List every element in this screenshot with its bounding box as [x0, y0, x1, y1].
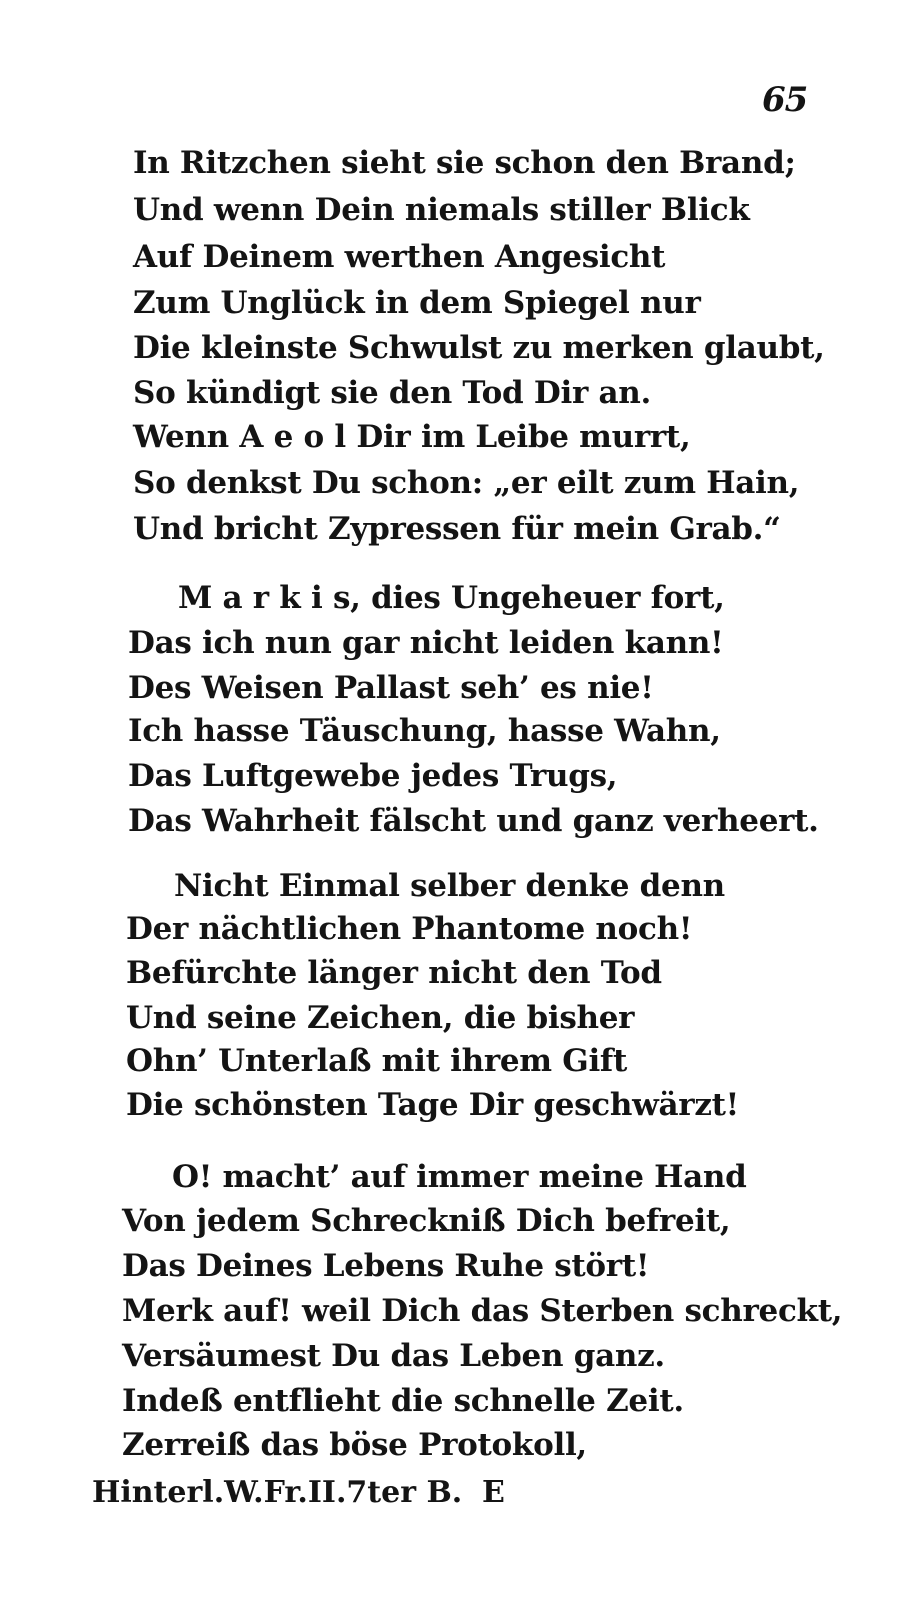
poem-line: Und seine Zeichen, die bisher: [126, 1000, 635, 1036]
poem-line: Und bricht Zypressen für mein Grab.“: [133, 511, 781, 547]
poem-line: Das Wahrheit fälscht und ganz verheert.: [128, 803, 819, 839]
poem-line: Versäumest Du das Leben ganz.: [122, 1338, 665, 1374]
signature-line: Hinterl.W.Fr.II.7ter B.: [92, 1475, 463, 1510]
poem-line: Ich hasse Täuschung, hasse Wahn,: [128, 713, 721, 749]
poem-line: Wenn A e o l Dir im Leibe murrt,: [133, 419, 691, 455]
poem-line: Merk auf! weil Dich das Sterben schreckt,: [122, 1293, 843, 1329]
poem-line: Des Weisen Pallast seh’ es nie!: [128, 670, 654, 706]
poem-line: So denkst Du schon: „er eilt zum Hain,: [133, 465, 800, 501]
poem-line: Das Luftgewebe jedes Trugs,: [128, 758, 618, 794]
page-number: 65: [762, 80, 808, 120]
poem-line: Zerreiß das böse Protokoll,: [122, 1427, 587, 1463]
poem-line: In Ritzchen sieht sie schon den Brand;: [133, 145, 796, 181]
poem-line: Die kleinste Schwulst zu merken glaubt,: [133, 330, 825, 366]
poem-line: Und wenn Dein niemals stiller Blick: [133, 192, 750, 228]
poem-line: Auf Deinem werthen Angesicht: [133, 239, 666, 275]
poem-line: M a r k i s, dies Ungeheuer fort,: [178, 580, 725, 616]
poem-line: O! macht’ auf immer meine Hand: [172, 1159, 747, 1195]
poem-line: Der nächtlichen Phantome noch!: [126, 911, 693, 947]
poem-line: Befürchte länger nicht den Tod: [126, 955, 662, 991]
poem-line: Zum Unglück in dem Spiegel nur: [133, 285, 701, 321]
poem-line: Nicht Einmal selber denke denn: [174, 868, 725, 904]
poem-line: Das ich nun gar nicht leiden kann!: [128, 625, 724, 661]
poem-line: Indeß entflieht die schnelle Zeit.: [122, 1383, 684, 1419]
poem-line: Ohn’ Unterlaß mit ihrem Gift: [126, 1043, 627, 1079]
poem-line: Von jedem Schreckniß Dich befreit,: [122, 1203, 731, 1239]
signature-mark: E: [482, 1475, 505, 1510]
poem-line: Das Deines Lebens Ruhe stört!: [122, 1248, 650, 1284]
poem-line: Die schönsten Tage Dir geschwärzt!: [126, 1087, 739, 1123]
poem-line: So kündigt sie den Tod Dir an.: [133, 375, 651, 411]
